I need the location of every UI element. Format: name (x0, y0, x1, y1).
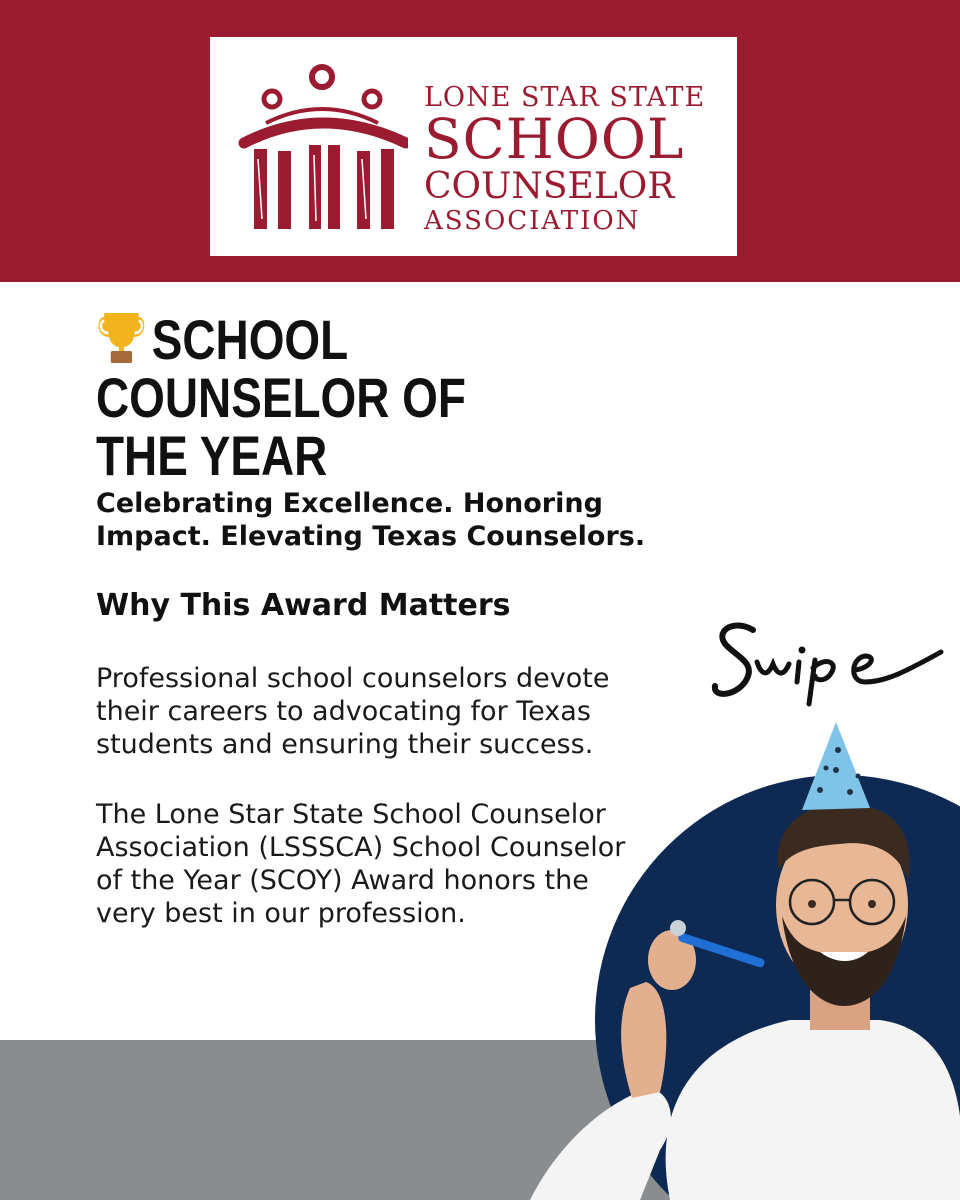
paragraph-1-line-3: students and ensuring their success. (96, 729, 594, 760)
tagline (96, 487, 656, 553)
logo-line-2: SCHOOL (424, 107, 685, 171)
tagline-line-2: Impact. Elevating Texas Counselors. (96, 521, 646, 552)
page-title (96, 307, 604, 485)
paragraph-2-line-1: The Lone Star State School Counselor (96, 799, 606, 830)
logo-wordmark (424, 84, 724, 234)
capitol-columns-icon (236, 59, 408, 237)
paragraph-2-line-2: Association (LSSSCA) School Counselor (96, 832, 626, 863)
party-hat-icon (802, 722, 870, 810)
logo (210, 37, 737, 256)
paragraph-1-line-2: their careers to advocating for Texas (96, 696, 591, 727)
paragraph-2-line-4: very best in our profession. (96, 898, 466, 929)
celebrating-man-photo (520, 720, 960, 1200)
header-band (0, 0, 960, 282)
paragraph-2-line-3: of the Year (SCOY) Award honors the (96, 865, 589, 896)
trophy-icon (96, 307, 147, 365)
swipe-script (705, 612, 950, 707)
title-line-1: SCHOOL COUNSELOR OF (96, 308, 466, 429)
section-heading: Why This Award Matters (96, 588, 511, 623)
paragraph-1-line-1: Professional school counselors devote (96, 663, 610, 694)
tagline-line-1: Celebrating Excellence. Honoring (96, 488, 603, 519)
logo-line-4: ASSOCIATION (424, 206, 641, 236)
logo-line-1: LONE STAR STATE (424, 82, 706, 113)
logo-line-3: COUNSELOR (424, 166, 675, 207)
swipe-text: Swipe (705, 612, 708, 613)
title-line-2: THE YEAR (96, 424, 328, 487)
